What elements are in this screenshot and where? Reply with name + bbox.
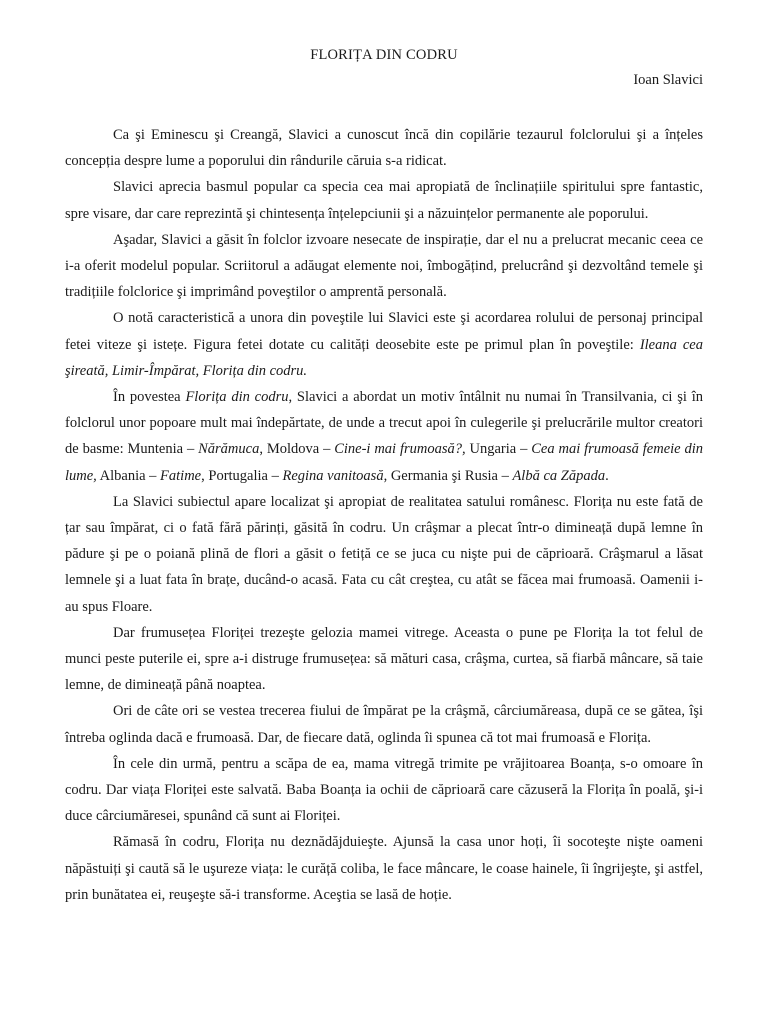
paragraph-7: Dar frumusețea Floriței trezeşte gelozia mamei vitrege. Aceasta o pune pe Florița la tot felul de munci peste puterile ei, spre a-i distruge frumusețea: să mături casa, crâşma, curtea, să fiarbă mâncare, să taie lemne, de dimineață până noaptea. <box>65 624 703 694</box>
story-title-italic: Nărămuca <box>198 441 260 458</box>
story-title-italic: Cine-i mai frumoasă?, <box>334 441 466 458</box>
story-title-italic: Regina vanitoasă <box>282 467 384 484</box>
document-body <box>65 122 703 908</box>
paragraph-2: Slavici aprecia basmul popular ca specia cea mai apropiată de înclinațiile spiritului spre fantastic, spre visare, dar care reprezintă şi chintesența înțelepciunii şi a năzuințelor permanente ale poporului. <box>65 179 703 222</box>
paragraph-5-text: Ungaria – <box>465 441 532 458</box>
paragraph-5-text: . <box>605 467 609 484</box>
paragraph-5-text: În povestea <box>113 389 186 406</box>
author-name: Ioan Slavici <box>633 72 703 88</box>
paragraph-4 <box>65 305 703 384</box>
story-title-italic: Fatime <box>160 467 202 484</box>
story-titles-italic: Ileana cea şireată, Limir-Împărat, Florița din codru. <box>65 336 703 379</box>
paragraph-5 <box>65 384 703 489</box>
paragraph-5-text: , Slavici a abordat un motiv întâlnit nu numai în Transilvania, ci şi în folclorul unor popoare mult mai îndepărtate, de unde a trecut apoi în culegerile şi prelucrările multor creatori de basme: Muntenia – <box>65 389 703 458</box>
page-title: FLORIȚA DIN CODRU <box>310 47 458 63</box>
paragraph-3: Aşadar, Slavici a găsit în folclor izvoare nesecate de inspirație, dar el nu a prelucrat mecanic ceea ce i-a oferit modelul popular. Scriitorul a adăugat elemente noi, îmbogățind, prelucrând şi dezvoltând temele şi tradițiile folclorice şi imprimând poveştilor o amprentă personală. <box>65 231 703 301</box>
paragraph-10: Rămasă în codru, Florița nu deznădăjduieşte. Ajunsă la casa unor hoți, îi socoteşte nişte oameni năpăstuiți şi caută să le uşureze viața: le curăță coliba, le face mâncare, le coase hainele, îi îngrijeşte, şi astfel, prin bunătatea ei, reuşeşte să-i transforme. Aceştia se lasă de hoție. <box>65 834 703 903</box>
paragraph-5-text: , Germania şi Rusia – <box>383 467 513 484</box>
paragraph-6: La Slavici subiectul apare localizat şi apropiat de realitatea satului românesc. Florița nu este fată de țar sau împărat, ci o fată fără părinți, găsită în codru. Un crâşmar a plecat într-o dimineață după lemne în pădure şi pe o poiană plină de flori a găsit o fetiță ce se juca cu nişte pui de căprioară. Crâşmarul a lăsat lemnele şi a luat fata în brațe, ducând-o acasă. Fata cu cât creştea, cu atât se făcea mai frumoasă. Oamenii i-au spus Floare. <box>65 493 703 615</box>
story-title-italic: Albă ca Zăpada <box>512 467 606 484</box>
paragraph-8: Ori de câte ori se vestea trecerea fiului de împărat pe la crâşmă, cârciumăreasa, după ce se gătea, îşi întreba oglinda dacă e frumoasă. Dar, de fiecare dată, oglinda îi spunea că tot mai frumoasă e Florița. <box>65 703 703 746</box>
paragraph-9: În cele din urmă, pentru a scăpa de ea, mama vitregă trimite pe vrăjitoarea Boanța, s-o omoare în codru. Dar viața Floriței este salvată. Baba Boanța ia ochii de căprioară care căzuseră la Florița în poală, şi-i duce cârciumăresei, spunând că sunt ai Floriței. <box>65 755 703 825</box>
paragraph-5-text: , Moldova – <box>259 441 335 458</box>
paragraph-5-text: Albania – <box>96 467 161 484</box>
story-title-italic: Cea mai frumoasă femeie din lume, <box>65 441 704 484</box>
story-title-italic: Florița din codru <box>185 389 289 406</box>
paragraph-5-text: , Portugalia – <box>201 467 283 484</box>
paragraph-1: Ca şi Eminescu şi Creangă, Slavici a cunoscut încă din copilărie tezaurul folclorului şi a înțeles concepția despre lume a poporului din rândurile căruia s-a ridicat. <box>65 127 703 170</box>
paragraph-4-text: O notă caracteristică a unora din poveştile lui Slavici este şi acordarea rolului de personaj principal fetei viteze şi istețe. Figura fetei dotate cu calități deosebite este pe primul plan în poveştile: <box>65 310 703 353</box>
